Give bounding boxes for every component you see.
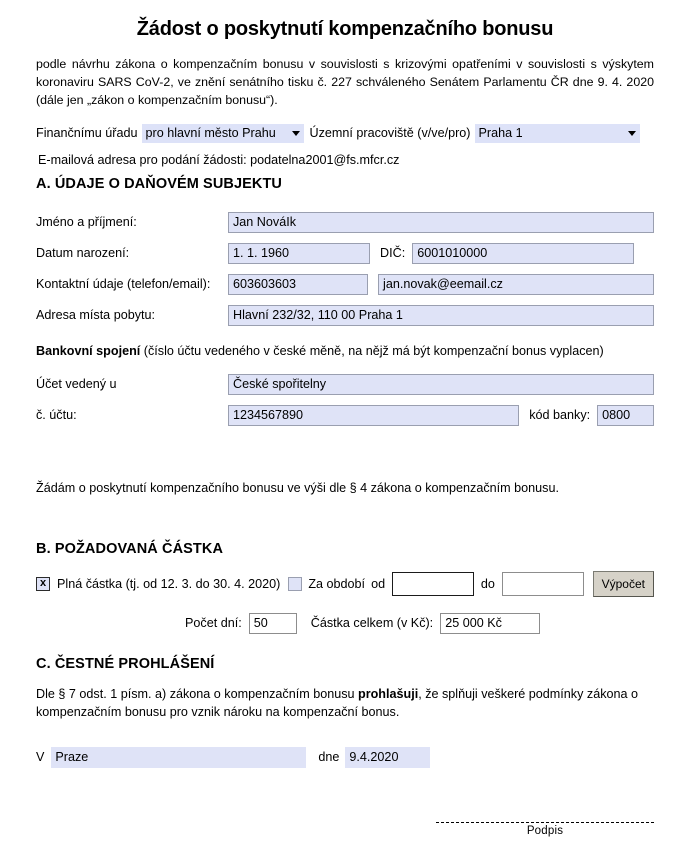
name-row xyxy=(36,211,654,234)
bank-code-input[interactable]: 0800 xyxy=(597,405,654,426)
date-label: dne xyxy=(318,750,340,765)
total-amount-label: Částka celkem (v Kč): xyxy=(310,616,434,631)
tax-office-select-value: pro hlavní město Prahu xyxy=(145,125,276,140)
to-label: do xyxy=(480,576,495,591)
days-total-row xyxy=(36,612,654,635)
days-count-label: Počet dní: xyxy=(185,616,242,631)
bank-connection-heading xyxy=(36,344,654,358)
submission-email-line: E-mailová adresa pro podání žádosti: podatelna2001@fs.mfcr.cz xyxy=(38,152,400,167)
section-a-heading: A. ÚDAJE O DAŇOVÉM SUBJEKTU xyxy=(36,175,283,192)
bank-connection-heading-bold: Bankovní spojení xyxy=(36,343,141,358)
chevron-down-icon xyxy=(628,131,636,136)
full-amount-checkbox[interactable]: x xyxy=(36,577,50,591)
period-checkbox[interactable] xyxy=(288,577,302,591)
page-title: Žádost o poskytnutí kompenzačního bonusu xyxy=(136,18,554,40)
tax-office-label: Finančnímu úřadu xyxy=(36,126,138,141)
name-label: Jméno a příjmení: xyxy=(36,215,137,230)
signature-line xyxy=(436,822,654,823)
section-c-heading: C. ČESTNÉ PROHLÁŠENÍ xyxy=(36,655,215,672)
declaration-part-2: , že splňuji veškeré podmínky zákona o kompenzačním bonusu pro vznik nároku na kompenzační bonus. xyxy=(36,686,639,720)
address-row xyxy=(36,304,654,327)
section-b-heading: B. POŽADOVANÁ ČÁSTKA xyxy=(36,540,224,557)
date-input[interactable]: 9.4.2020 xyxy=(345,747,430,768)
dic-input[interactable]: 6001010000 xyxy=(412,243,634,264)
birth-date-label: Datum narození: xyxy=(36,246,130,261)
bank-name-row xyxy=(36,373,654,396)
declaration-part-1: Dle § 7 odst. 1 písm. a) zákona o kompenzačním bonusu xyxy=(36,686,359,701)
intro-paragraph: podle návrhu zákona o kompenzačním bonusu v souvislosti s krizovými opatřeními v souvislosti s výskytem koronaviru SARS CoV-2, ve znění senátního tisku č. 227 schváleného Senátem Parlamentu ČR dne 9. 4. 2020 (dále jen „zákon o kompenzačním bonusu“). xyxy=(36,57,654,107)
email-input[interactable]: jan.novak@eemail.cz xyxy=(378,274,654,295)
tax-office-select[interactable] xyxy=(142,124,304,143)
address-input[interactable]: Hlavní 232/32, 110 00 Praha 1 xyxy=(228,305,654,326)
period-to-input[interactable] xyxy=(502,572,584,596)
chevron-down-icon xyxy=(292,131,300,136)
request-sentence: Žádám o poskytnutí kompenzačního bonusu ve výši dle § 4 zákona o kompenzačním bonusu. xyxy=(36,480,559,495)
total-amount-input[interactable]: 25 000 Kč xyxy=(440,613,540,634)
bank-code-label: kód banky: xyxy=(529,408,591,423)
address-label: Adresa místa pobytu: xyxy=(36,308,156,323)
declaration-paragraph xyxy=(36,685,654,722)
from-label: od xyxy=(371,576,386,591)
place-date-row xyxy=(36,746,654,768)
contact-label: Kontaktní údaje (telefon/email): xyxy=(36,277,211,292)
account-number-input[interactable]: 1234567890 xyxy=(228,405,519,426)
declaration-bold: prohlašuji xyxy=(358,686,419,701)
territorial-office-select-value: Praha 1 xyxy=(478,125,523,140)
birth-date-input[interactable]: 1. 1. 1960 xyxy=(228,243,370,264)
bank-name-label: Účet vedený u xyxy=(36,377,117,392)
days-count-input[interactable]: 50 xyxy=(249,613,297,634)
full-amount-label: Plná částka (tj. od 12. 3. do 30. 4. 2020) xyxy=(57,576,281,591)
birth-row xyxy=(36,242,654,265)
contact-row xyxy=(36,273,654,296)
account-row xyxy=(36,404,654,427)
name-input[interactable]: Jan NováIk xyxy=(228,212,654,233)
dic-label: DIČ: xyxy=(380,246,406,261)
period-from-input[interactable] xyxy=(392,572,474,596)
account-number-label: č. účtu: xyxy=(36,408,77,423)
office-row xyxy=(36,124,654,143)
territorial-office-select[interactable] xyxy=(475,124,640,143)
place-label: V xyxy=(36,750,45,765)
bank-name-input[interactable]: České spořitelny xyxy=(228,374,654,395)
signature-label: Podpis xyxy=(526,825,564,837)
signature-block xyxy=(436,822,654,837)
calculate-button[interactable]: Výpočet xyxy=(593,571,654,597)
amount-choice-row xyxy=(36,571,654,597)
place-input[interactable]: Praze xyxy=(51,747,306,768)
territorial-office-label: Územní pracoviště (v/ve/pro) xyxy=(309,126,471,141)
phone-input[interactable]: 603603603 xyxy=(228,274,368,295)
bank-connection-heading-rest: (číslo účtu vedeného v české měně, na nějž má být kompenzační bonus vyplacen) xyxy=(140,343,604,358)
period-label: Za období xyxy=(308,576,366,591)
